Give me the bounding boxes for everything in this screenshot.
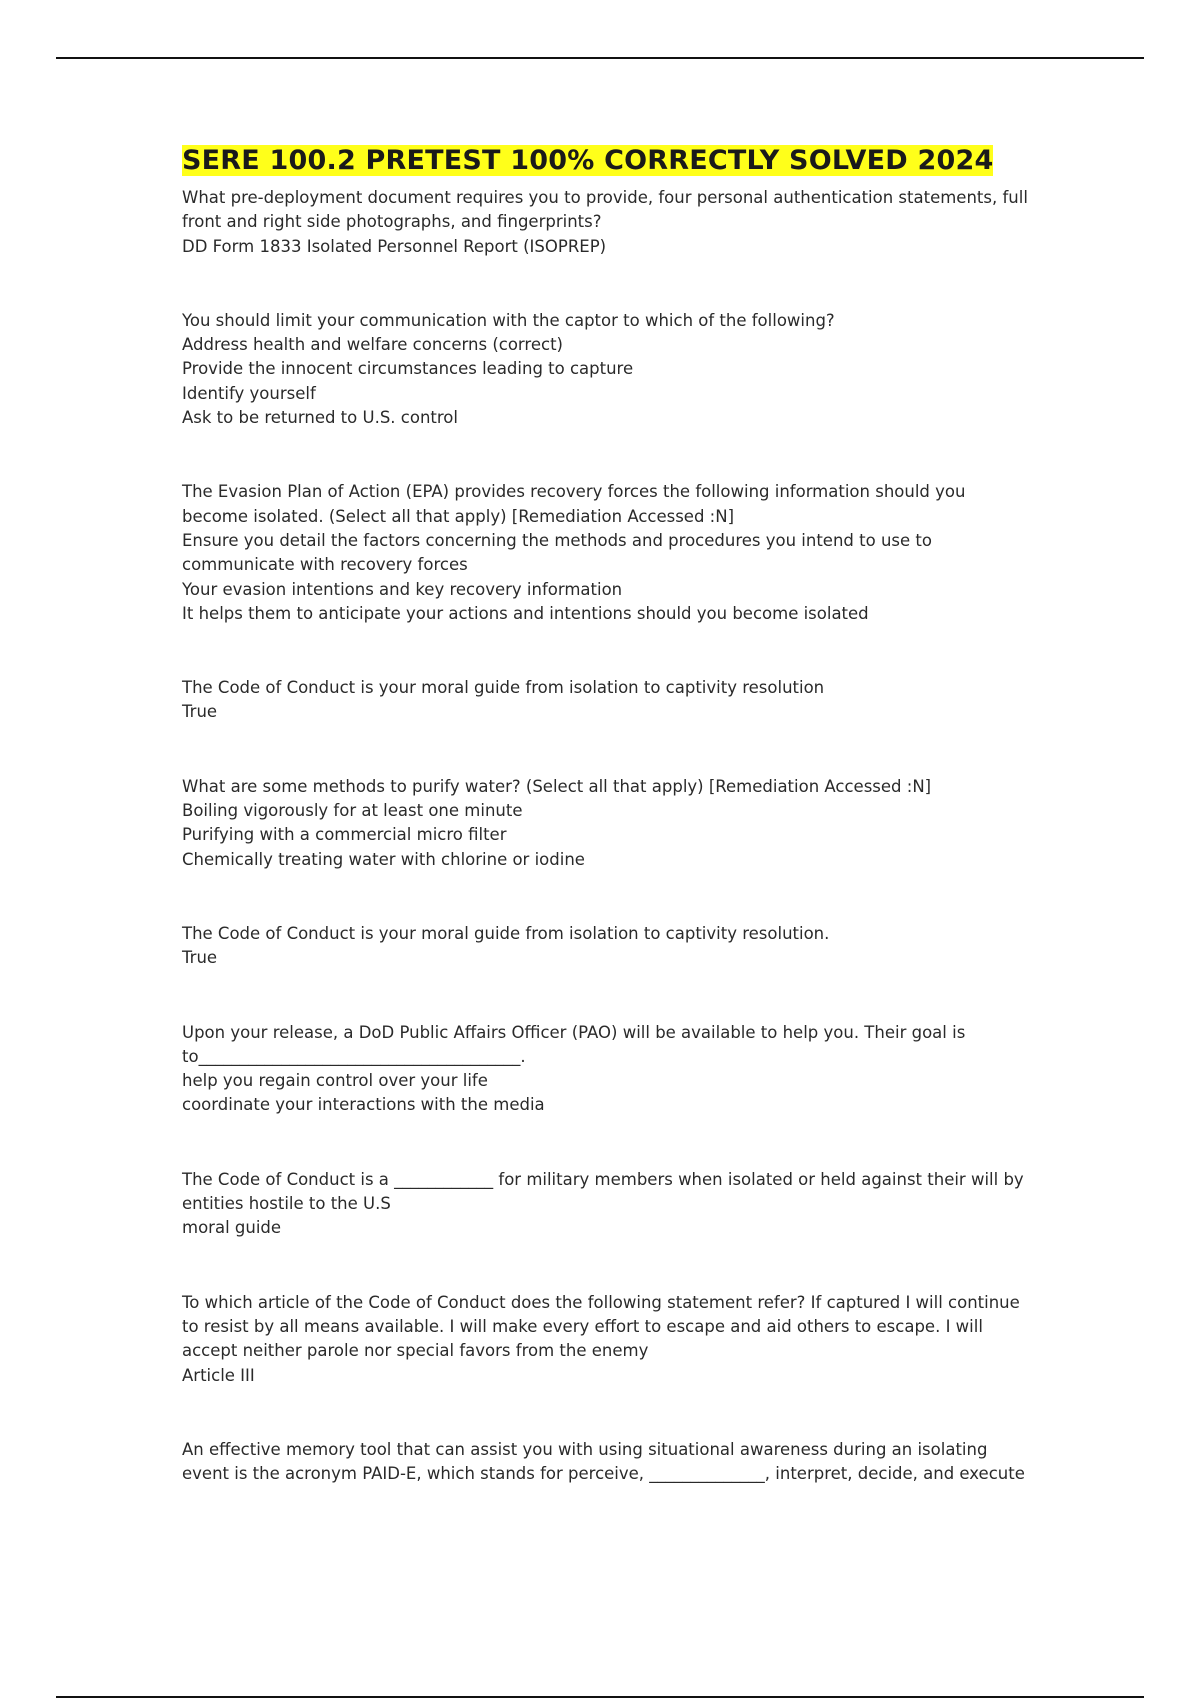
qa-item [182,922,1032,971]
document-page [182,144,1032,1536]
answer-text: Purifying with a commercial micro filter [182,825,507,845]
question-text: Upon your release, a DoD Public Affairs Officer (PAO) will be available to help you. Their goal is to_______________________________________. [182,1022,966,1066]
question-text: To which article of the Code of Conduct does the following statement refer? If captured I will continue to resist by all means available. I will make every effort to escape and aid others to escape. I will accept neither parole nor special favors from the enemy [182,1292,1020,1361]
question-text: What pre-deployment document requires you to provide, four personal authentication statements, full front and right side photographs, and fingerprints? [182,188,1028,232]
question-text: The Code of Conduct is a ____________ for military members when isolated or held against their will by entities hostile to the U.S [182,1169,1024,1214]
question-text: The Evasion Plan of Action (EPA) provides recovery forces the following information should you become isolated. (Select all that apply) [Remediation Accessed :N] [182,482,966,526]
answer-text: Ensure you detail the factors concerning the methods and procedures you intend to use to communicate with recovery forces [182,530,932,575]
qa-item [182,309,1032,430]
qa-item [182,1021,1032,1118]
question-text: The Code of Conduct is your moral guide from isolation to captivity resolution. [182,923,830,943]
answer-text: Address health and welfare concerns (correct) [182,335,563,355]
answer-text: moral guide [182,1218,282,1238]
page-bottom-rule [56,1696,1144,1698]
answer-text: True [182,948,218,968]
qa-item [182,1168,1032,1241]
qa-item [182,775,1032,872]
answer-text: True [182,702,218,722]
answer-text: Your evasion intentions and key recovery information [182,579,623,599]
answer-text: It helps them to anticipate your actions and intentions should you become isolated [182,603,869,623]
answer-text: DD Form 1833 Isolated Personnel Report (ISOPREP) [182,236,607,256]
question-text: You should limit your communication with the captor to which of the following? [182,310,835,330]
qa-item [182,1291,1032,1388]
answer-text: Provide the innocent circumstances leading to capture [182,359,634,379]
qa-item [182,480,1032,626]
title-highlight: SERE 100.2 PRETEST 100% CORRECTLY SOLVED 2024 [182,145,994,176]
question-text: The Code of Conduct is your moral guide from isolation to captivity resolution [182,678,825,698]
answer-text: Chemically treating water with chlorine or iodine [182,849,585,869]
question-answer-list [182,186,1032,1486]
qa-item [182,676,1032,725]
answer-text: coordinate your interactions with the media [182,1095,545,1115]
answer-text: Article III [182,1365,255,1385]
answer-text: Identify yourself [182,383,316,403]
qa-item [182,186,1032,259]
question-text: What are some methods to purify water? (Select all that apply) [Remediation Accessed :N] [182,776,932,796]
page-top-rule [56,57,1144,59]
qa-item [182,1438,1032,1487]
answer-text: Boiling vigorously for at least one minute [182,801,523,821]
answer-text: help you regain control over your life [182,1071,488,1091]
answer-text: Ask to be returned to U.S. control [182,408,458,428]
question-text: An effective memory tool that can assist you with using situational awareness during an isolating event is the acronym PAID-E, which stands for perceive, ______________, interpret, decide, and execute [182,1439,1025,1484]
document-title [182,144,1032,177]
